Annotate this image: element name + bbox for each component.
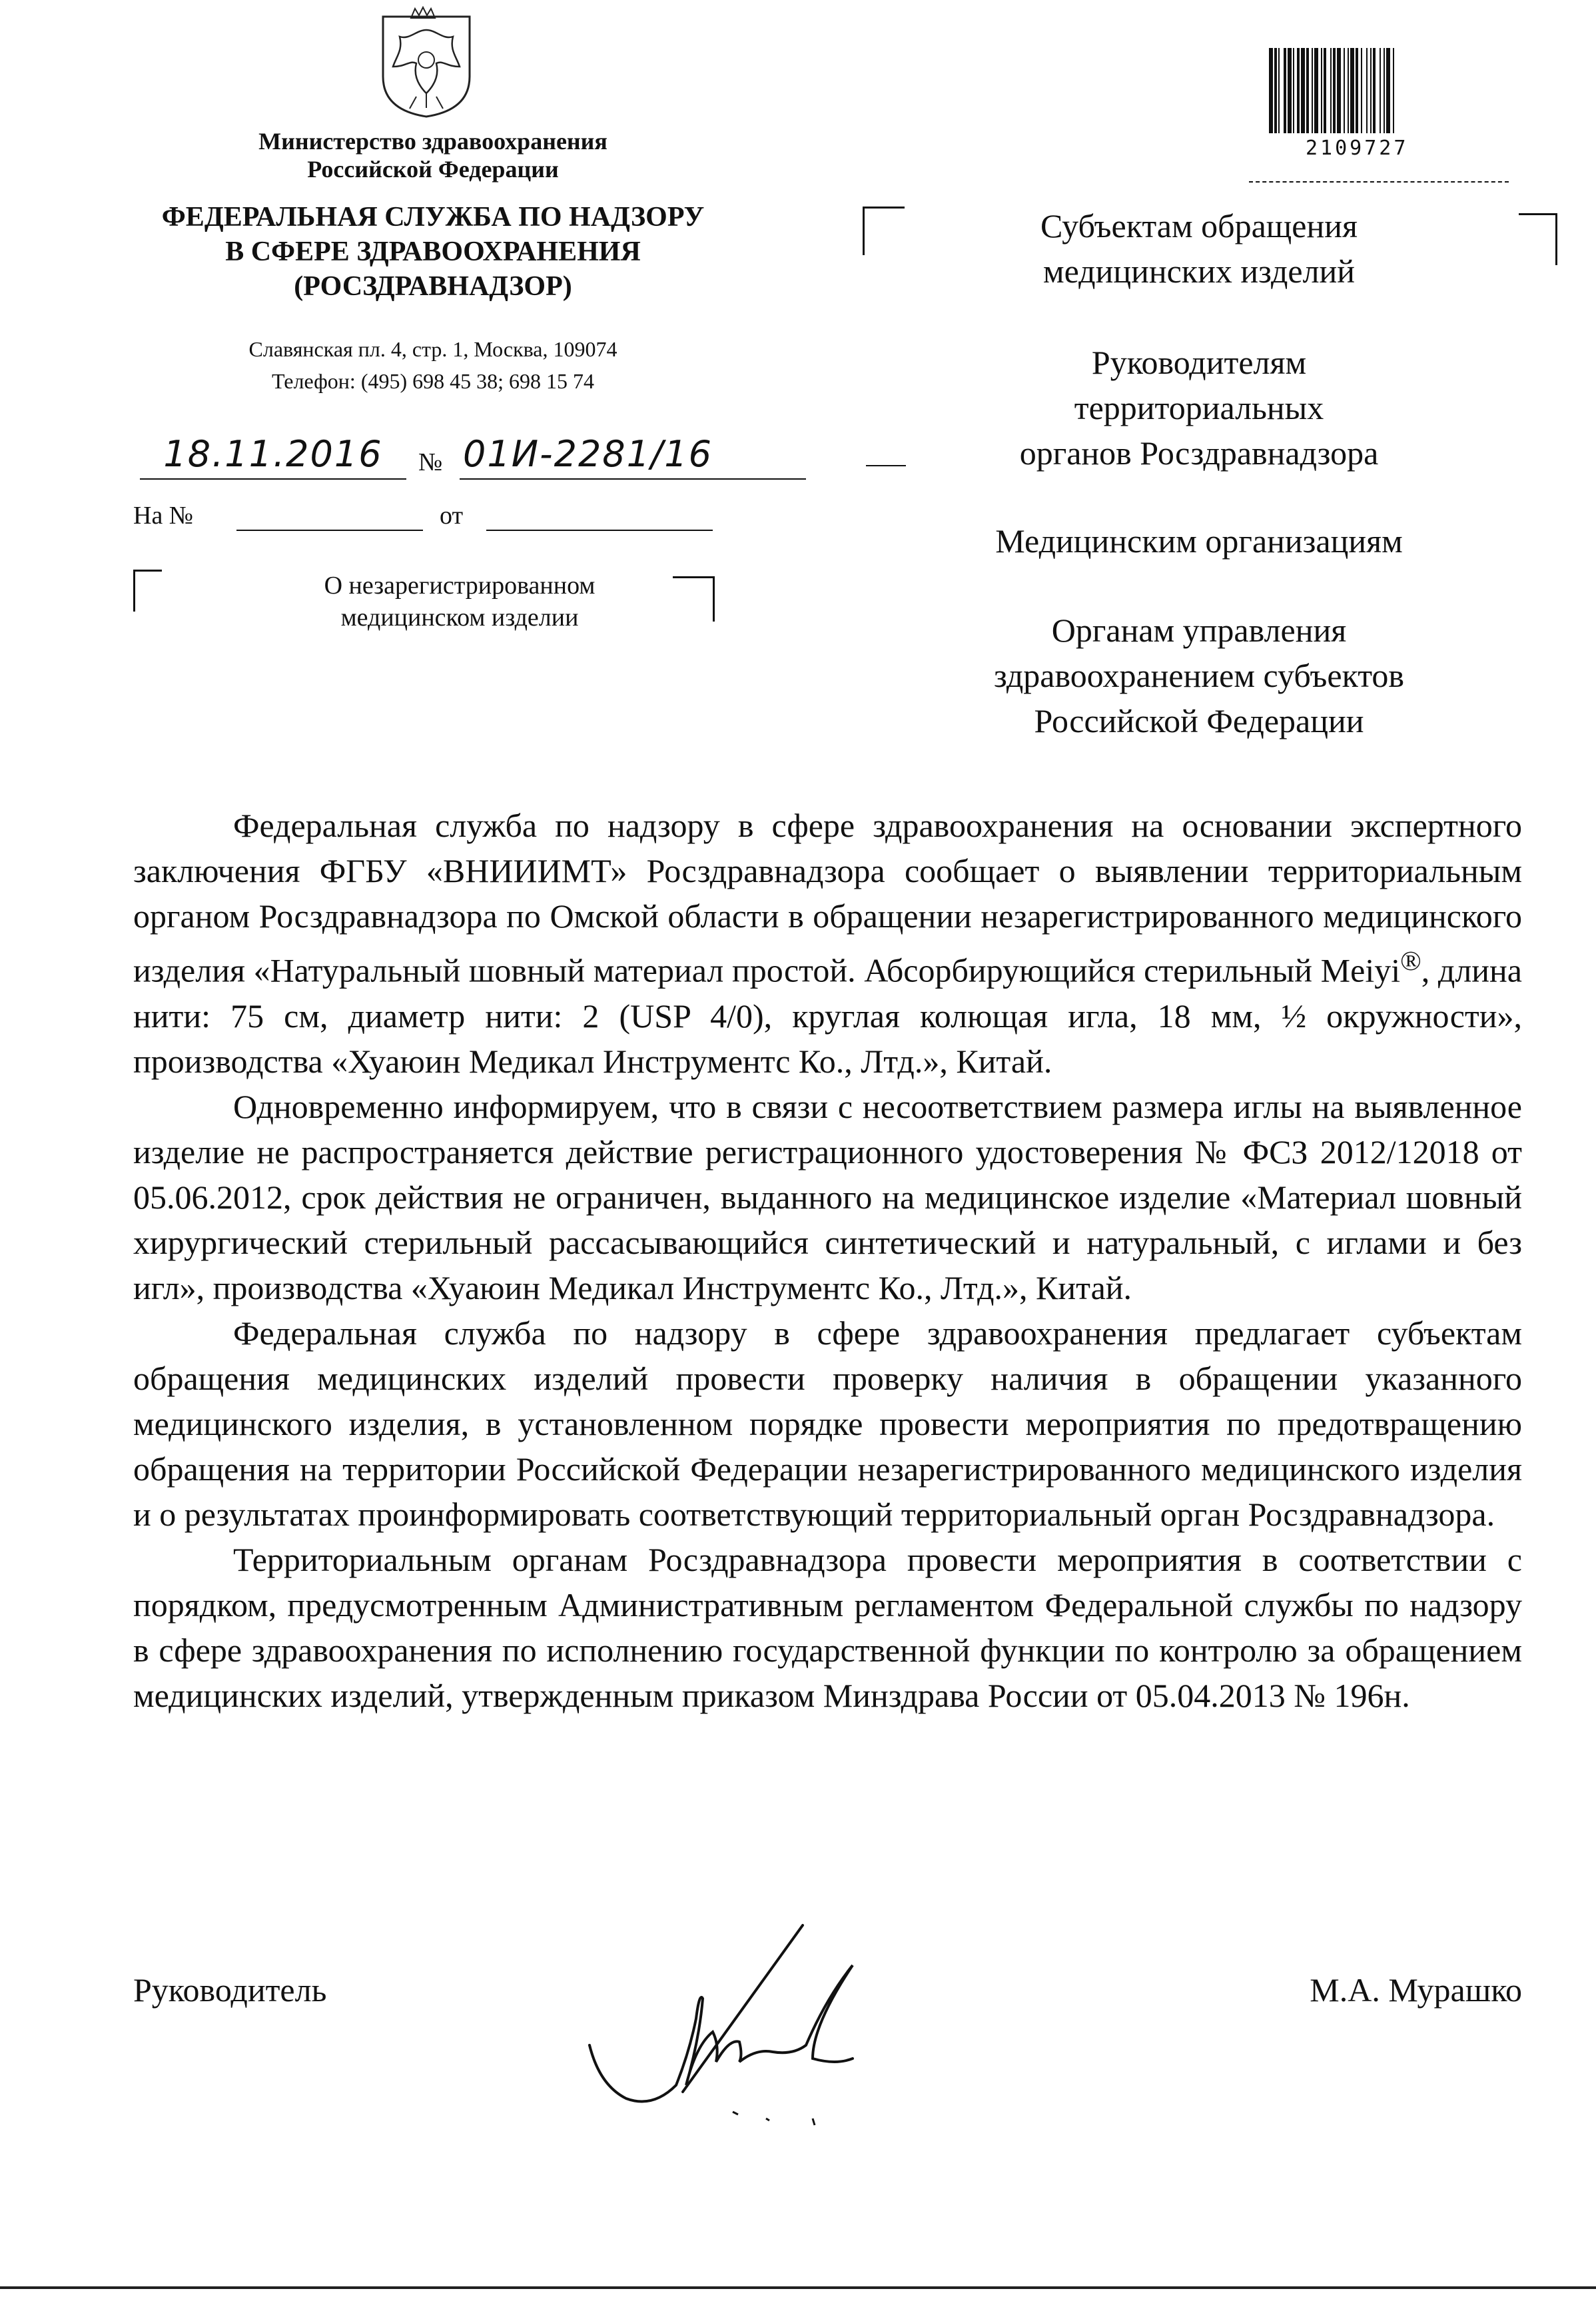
addressee-1-line-1: Субъектам обращения xyxy=(1040,207,1358,244)
reply-number-label: На № xyxy=(133,502,194,530)
service-line-3: (РОСЗДРАВНАДЗОР) xyxy=(294,271,572,302)
registered-mark: ® xyxy=(1400,946,1421,977)
barcode-bar xyxy=(1370,48,1372,133)
barcode-bar xyxy=(1330,48,1332,133)
barcode-number: 2109727 xyxy=(1306,137,1409,160)
barcode-bar xyxy=(1348,48,1349,133)
barcode-bar xyxy=(1301,48,1305,133)
barcode-bar xyxy=(1344,48,1345,133)
barcode-bar xyxy=(1284,48,1286,133)
barcode-bar xyxy=(1386,48,1390,133)
subject-bracket-right xyxy=(673,576,715,622)
dash-mark xyxy=(866,465,906,466)
barcode-bar xyxy=(1361,48,1362,133)
body-paragraph-2: Одновременно информируем, что в связи с несоответствием размера иглы на выявленное изделие не распространяется действие регистрационного удостоверения № ФСЗ 2012/12018 от 05.06.2012, срок действия не ограничен, выданного на медицинское изделие «Материал шовный хирургический стерильный рассасывающийся синтетический и натуральный, с иглами и без игл», производства «Хуаюин Медикал Инструментс Ко., Лтд.», Китай. xyxy=(133,1087,1522,1306)
barcode-bar xyxy=(1297,48,1300,133)
barcode-bar xyxy=(1312,48,1313,133)
addressee-bracket-left xyxy=(863,207,905,255)
addressee-bracket-right xyxy=(1519,213,1557,265)
barcode-underline xyxy=(1249,181,1509,183)
body-paragraph-3: Федеральная служба по надзору в сфере здравоохранения предлагает субъектам обращения медицинских изделий провести проверку наличия в обращении указанного медицинского изделия, в установленном порядке провести мероприятия по предотвращению обращения на территории Российской Федерации незарегистрированного медицинского изделия и о результатах проинформировать соответствующий территориальный орган Росздравнадзора. xyxy=(133,1314,1522,1533)
subject-line-2: медицинском изделии xyxy=(340,604,579,632)
addressee-3-line-1: Медицинским организациям xyxy=(995,522,1403,560)
barcode-bar xyxy=(1384,48,1385,133)
service-line-1: ФЕДЕРАЛЬНАЯ СЛУЖБА ПО НАДЗОРУ xyxy=(161,202,705,232)
barcode-bar xyxy=(1356,48,1358,133)
signatory-title: Руководитель xyxy=(133,1971,327,2009)
phone-line: Телефон: (495) 698 45 38; 698 15 74 xyxy=(271,369,595,393)
barcode-bar xyxy=(1306,48,1309,133)
body-paragraph-1: Федеральная служба по надзору в сфере здравоохранения на основании экспертного заключения ФГБУ «ВНИИИМТ» Росздравнадзора сообщает о выявлении территориальным органом Росздравнадзора по Омской области в обращении незарегистрированного медицинского изделия «Натуральный шовный материал простой. Абсорбирующийся стерильный Meiyi®, длина нити: 75 см, диаметр нити: 2 (USP 4/0), круглая колющая игла, 18 мм, ½ окружности», производства «Хуаюин Медикал Инструментс Ко., Лтд.», Китай. xyxy=(133,807,1522,1080)
number-sign: № xyxy=(418,448,443,476)
number-underline xyxy=(460,478,806,480)
addressee-4-line-1: Органам управления xyxy=(1051,612,1347,649)
barcode-bar xyxy=(1393,48,1394,133)
barcode-bar xyxy=(1333,48,1336,133)
service-line-2: В СФЕРЕ ЗДРАВООХРАНЕНИЯ xyxy=(225,236,641,267)
ministry-line-1: Министерство здравоохранения xyxy=(258,128,607,155)
coat-of-arms-emblem-icon xyxy=(370,3,483,120)
barcode-bar xyxy=(1274,48,1277,133)
barcode-bar xyxy=(1278,48,1280,133)
barcode-icon xyxy=(1269,48,1459,133)
addressee-4-line-2: здравоохранением субъектов xyxy=(993,657,1405,694)
signatory-name: М.А. Мурашко xyxy=(1310,1971,1522,2009)
reply-number-field xyxy=(236,530,423,531)
ministry-line-2: Российской Федерации xyxy=(307,156,559,183)
barcode-bar xyxy=(1321,48,1322,133)
bottom-scan-edge xyxy=(0,2286,1596,2289)
body-paragraph-4: Территориальным органам Росздравнадзора провести мероприятия в соответствии с порядком, предусмотренным Административным регламентом Федеральной службы по надзору в сфере здравоохранения по исполнению государственной функции по контролю за обращением медицинских изделий, утвержденным приказом Минздрава России от 05.04.2013 № 196н. xyxy=(133,1540,1522,1714)
handwritten-signature xyxy=(573,1919,919,2165)
barcode-bar xyxy=(1314,48,1318,133)
document-number: 01И-2281/16 xyxy=(463,433,713,475)
reply-from-field xyxy=(486,530,713,531)
barcode-bar xyxy=(1350,48,1354,133)
addressee-2-line-3: органов Росздравнадзора xyxy=(1019,434,1379,472)
letter-body xyxy=(133,803,1522,1718)
addressee-4-line-3: Российской Федерации xyxy=(1034,702,1364,739)
barcode-bar xyxy=(1337,48,1341,133)
addressee-2-line-2: территориальных xyxy=(1074,389,1324,426)
barcode-bar xyxy=(1380,48,1381,133)
document-date: 18.11.2016 xyxy=(163,433,383,475)
addressee-1-line-2: медицинских изделий xyxy=(1042,252,1356,290)
barcode-bar xyxy=(1324,48,1326,133)
date-underline xyxy=(140,478,406,480)
address-line: Славянская пл. 4, стр. 1, Москва, 109074 xyxy=(248,337,617,361)
barcode-bar xyxy=(1373,48,1376,133)
barcode-bar xyxy=(1366,48,1368,133)
reply-from-label: от xyxy=(440,502,464,530)
addressee-2-line-1: Руководителям xyxy=(1091,344,1307,381)
barcode-bar xyxy=(1288,48,1292,133)
barcode-bar xyxy=(1293,48,1294,133)
barcode-bar xyxy=(1269,48,1273,133)
subject-bracket-left xyxy=(133,570,162,612)
subject-line-1: О незарегистрированном xyxy=(324,572,596,600)
